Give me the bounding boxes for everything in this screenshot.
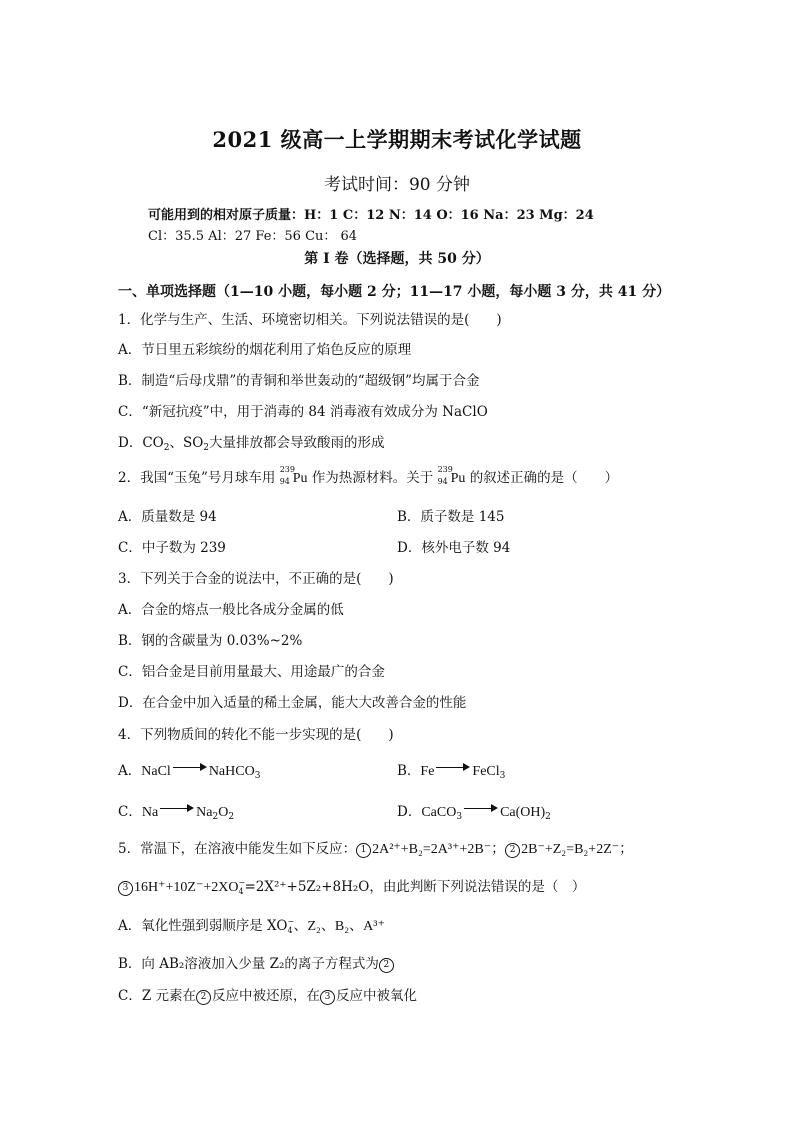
q1-d-sub2: 2	[203, 443, 210, 453]
reaction-arrow-icon	[173, 763, 207, 773]
q4-d-right-sub: 2	[545, 812, 551, 822]
question-1-option-d	[118, 431, 385, 453]
q5-a-ion: − 4	[287, 917, 295, 935]
q5-reaction-3-ion: − 4	[238, 878, 246, 896]
question-2-option-c: C．中子数为 239	[118, 540, 226, 556]
question-1-option-b: B．制造“后母戊鼎”的青铜和举世轰动的“超级钢”均属于合金	[118, 373, 480, 389]
exam-time: 考试时间：90 分钟	[323, 175, 471, 195]
question-3-option-c: C．铝合金是目前用量最大、用途最广的合金	[118, 664, 385, 680]
q5-c-post: 反应中被氧化	[336, 988, 418, 1004]
circled-number-icon: 2	[505, 843, 520, 858]
question-5-option-b	[118, 952, 395, 973]
q4-b-right: FeCl	[472, 764, 500, 779]
q2-nuclide-2: 239 94	[437, 465, 453, 486]
q5-a-pre: A．氧化性强到弱顺序是 XO	[118, 918, 288, 934]
question-4-option-c	[118, 800, 234, 822]
q4-a-left: NaCl	[141, 764, 171, 779]
question-5-option-a	[118, 914, 385, 935]
q4-c-left: Na	[141, 805, 159, 820]
q1-d-pre: D．CO	[118, 435, 164, 451]
q4-c-right-1-sub: 2	[212, 812, 219, 822]
q2-nuclide-1-symbol: Pu	[292, 471, 308, 486]
circled-number-icon: 1	[356, 843, 371, 858]
q5-reaction-3-post: =2X²⁺+5Z₂+8H₂O，由此判断下列说法错误的是（ ）	[244, 879, 586, 895]
q1-d-sub1: 2	[163, 443, 170, 453]
question-2-option-b: B．质子数是 145	[397, 509, 505, 525]
q4-a-label: A．	[118, 763, 142, 779]
question-5-stem	[118, 837, 633, 858]
question-4-option-d	[397, 800, 551, 822]
q1-d-mid: 、SO	[169, 435, 204, 451]
question-4-option-a	[118, 759, 260, 781]
reaction-arrow-icon	[436, 763, 470, 773]
question-4-option-b	[397, 759, 505, 781]
question-5-stem-line-2	[118, 875, 585, 896]
question-3-option-b: B．钢的含碳量为 0.03%~2%	[118, 633, 303, 649]
q4-b-right-sub: 3	[499, 771, 506, 781]
q5-stem-pre: 5．常温下，在溶液中能发生如下反应：	[118, 841, 357, 857]
question-2-option-d: D．核外电子数 94	[397, 540, 511, 556]
q5-reaction-1: 2A²⁺+B₂=2A³⁺+2B⁻；	[372, 842, 506, 857]
q5-c-pre: C．Z 元素在	[118, 988, 197, 1004]
q4-a-right: NaHCO	[208, 764, 255, 779]
q2-nuclide-1: 239 94	[279, 465, 295, 486]
question-5-option-c	[118, 984, 417, 1005]
question-4-stem: 4．下列物质间的转化不能一步实现的是( )	[118, 727, 394, 743]
question-3-option-d: D．在合金中加入适量的稀土金属，能大大改善合金的性能	[118, 695, 467, 711]
circled-number-icon: 3	[118, 881, 133, 896]
q2-stem-pre: 2．我国“玉兔”号月球车用	[118, 470, 276, 486]
q4-b-label: B．	[397, 763, 421, 779]
q5-reaction-3-pre: 16H⁺+10Z⁻+2XO	[134, 880, 239, 895]
q4-c-label: C．	[118, 804, 142, 820]
q4-d-left-sub: 3	[456, 812, 463, 822]
q4-d-left: CaCO	[421, 805, 457, 820]
circled-number-icon: 2	[196, 990, 211, 1005]
section-title: 一、单项选择题（1—10 小题，每小题 2 分；11—17 小题，每小题 3 分，共 41 分）	[118, 284, 671, 300]
atomic-masses-line-2: Cl：35.5 Al：27 Fe：56 Cu： 64	[148, 229, 358, 244]
question-1-option-a: A．节日里五彩缤纷的烟花利用了焰色反应的原理	[118, 342, 412, 358]
q2-stem-mid: 作为热源材料。关于	[311, 470, 434, 486]
reaction-arrow-icon	[160, 804, 194, 814]
q4-c-right-1: Na	[196, 805, 213, 820]
question-2-stem	[118, 466, 618, 487]
reaction-arrow-icon	[464, 804, 498, 814]
q1-d-post: 大量排放都会导致酸雨的形成	[209, 435, 385, 451]
q4-d-right: Ca(OH)	[500, 805, 546, 820]
q5-a-post: 、Z₂、B₂、A³⁺	[293, 919, 385, 934]
q5-b-pre: B．向 AB₂溶液加入少量 Z₂的离子方程式为	[118, 956, 379, 972]
q4-a-right-sub: 3	[254, 771, 261, 781]
part-one-title: 第 I 卷（选择题，共 50 分）	[304, 251, 490, 267]
q2-nuclide-2-symbol: Pu	[450, 471, 466, 486]
q4-d-label: D．	[397, 804, 422, 820]
circled-number-icon: 2	[379, 958, 394, 973]
question-1-option-c: C．“新冠抗疫”中，用于消毒的 84 消毒液有效成分为 NaClO	[118, 404, 488, 420]
atomic-masses-line-1: 可能用到的相对原子质量：H：1 C：12 N：14 O：16 Na：23 Mg：24	[148, 208, 594, 223]
question-1-stem: 1．化学与生产、生活、环境密切相关。下列说法错误的是( )	[118, 312, 502, 328]
q4-c-right-2: O	[218, 805, 229, 820]
circled-number-icon: 3	[320, 990, 335, 1005]
q4-b-left: Fe	[420, 764, 435, 779]
q2-stem-post: 的叙述正确的是（ ）	[469, 470, 619, 486]
question-2-option-a: A．质量数是 94	[118, 509, 217, 525]
q5-reaction-2: 2B⁻+Z₂=B₂+2Z⁻；	[521, 842, 634, 857]
q4-c-right-2-sub: 2	[228, 812, 235, 822]
q5-c-mid: 反应中被还原，在	[212, 988, 321, 1004]
page-title: 2021 级高一上学期期末考试化学试题	[212, 127, 582, 152]
question-3-stem: 3．下列关于合金的说法中，不正确的是( )	[118, 571, 394, 587]
question-3-option-a: A．合金的熔点一般比各成分金属的低	[118, 602, 344, 618]
